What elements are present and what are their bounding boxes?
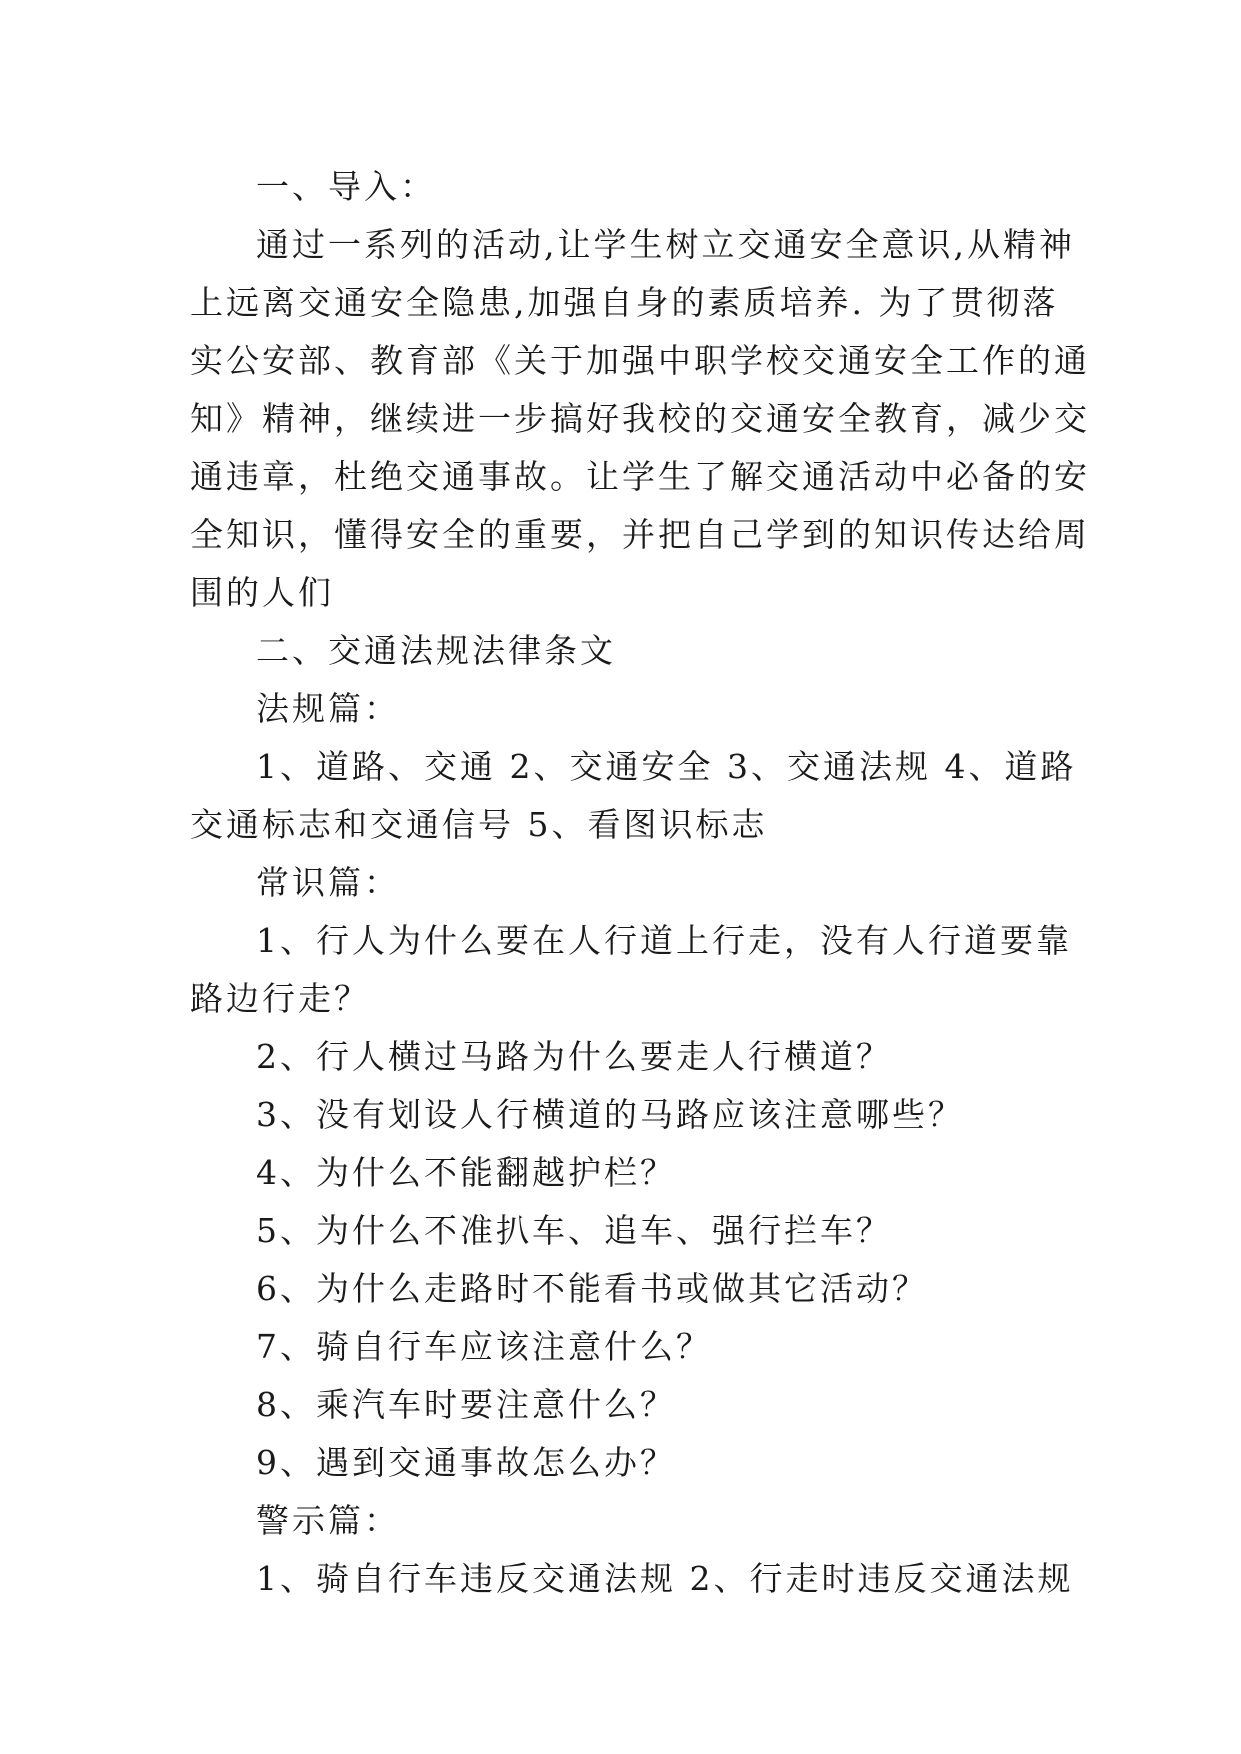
heading-intro: 一、导入： xyxy=(256,167,436,206)
knowledge-item-8: 8、乘汽车时要注意什么？ xyxy=(256,1385,676,1424)
knowledge-item-1: 1、行人为什么要在人行道上行走，没有人行道要靠路边行走？ xyxy=(190,921,1072,1018)
intro-paragraph: 通过一系列的活动,让学生树立交通安全意识,从精神上远离交通安全隐患,加强自身的素质培养. 为了贯彻落实公安部、教育部《关于加强中职学校交通安全工作的通知》精神，继续进一步搞好我校的交通安全教育，减少交通违章，杜绝交通事故。让学生了解交通活动中必备的安全知识，懂得安全的重要，并把自己学到的知识传达给周围的人们 xyxy=(190,225,1090,612)
warnings-list: 1、骑自行车违反交通法规 2、行走时违反交通法规 xyxy=(256,1559,1074,1598)
knowledge-item-6: 6、为什么走路时不能看书或做其它活动？ xyxy=(256,1269,928,1308)
knowledge-item-5: 5、为什么不准扒车、追车、强行拦车？ xyxy=(256,1211,892,1250)
heading-traffic-laws: 二、交通法规法律条文 xyxy=(256,631,616,670)
document-body xyxy=(190,158,1090,1608)
regulations-list: 1、道路、交通 2、交通安全 3、交通法规 4、道路交通标志和交通信号 5、看图识标志 xyxy=(190,747,1077,844)
knowledge-item-7: 7、骑自行车应该注意什么？ xyxy=(256,1327,712,1366)
heading-common-knowledge: 常识篇： xyxy=(256,863,400,902)
knowledge-item-2: 2、行人横过马路为什么要走人行横道？ xyxy=(256,1037,892,1076)
knowledge-item-9: 9、遇到交通事故怎么办？ xyxy=(256,1443,676,1482)
knowledge-item-3: 3、没有划设人行横道的马路应该注意哪些？ xyxy=(256,1095,964,1134)
heading-regulations: 法规篇： xyxy=(256,689,400,728)
knowledge-item-4: 4、为什么不能翻越护栏？ xyxy=(256,1153,676,1192)
heading-warnings: 警示篇： xyxy=(256,1501,400,1540)
